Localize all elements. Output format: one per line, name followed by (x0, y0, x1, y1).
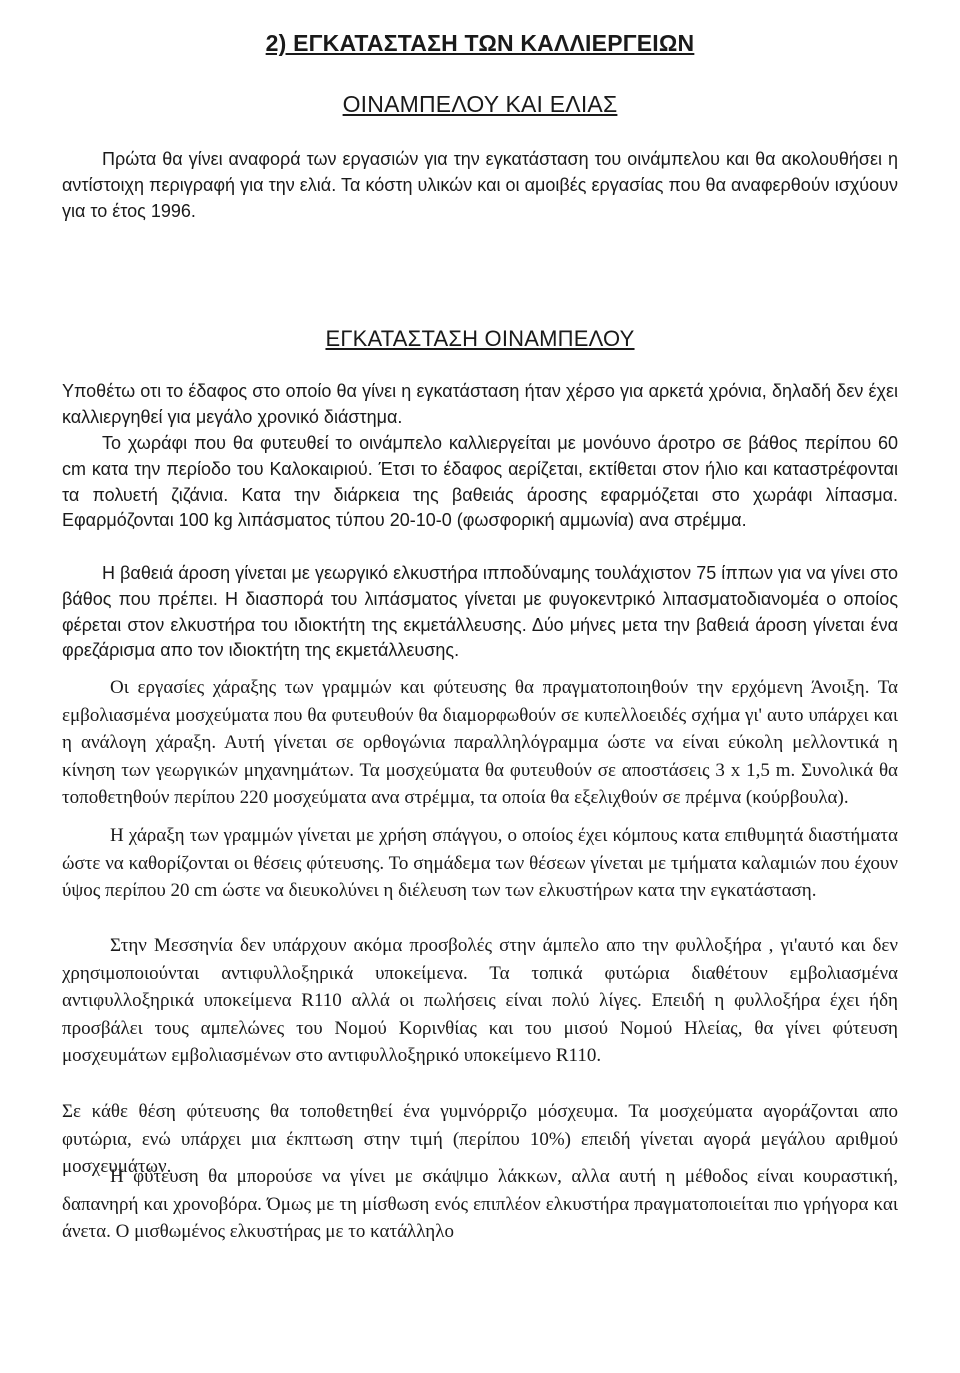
paragraph-string-marking: Η χάραξη των γραμμών γίνεται με χρήση σπάγγου, ο οποίος έχει κόμπους κατα επιθυμητά διαστήματα ώστε να καθορίζονται οι θέσεις φύτευσης. Το σημάδεμα των θέσεων γίνεται με τμήματα καλαμιών που έχουν ύψος περίπου 20 cm ώστε να διευκολύνει η διέλευση των των ελκυστήρων κατα την εγκατάσταση. (62, 825, 898, 902)
section-heading: ΕΓΚΑΤΑΣΤΑΣΗ ΟΙΝΑΜΠΕΛΟΥ (325, 326, 635, 351)
paragraph-phylloxera: Στην Μεσσηνία δεν υπάρχουν ακόμα προσβολές στην άμπελο απο την φυλλοξήρα , γι'αυτό και δεν χρησιμοποιούνται αντιφυλλοξηρικά υποκείμενα. Τα τοπικά φυτώρια διαθέτουν εμβολιασμένα αντιφυλλοξηρικά υποκείμενα R110 αλλά οι πωλήσεις είναι πολύ λίγες. Επειδή η φυλλοξήρα έχει ήδη προσβάλει τους αμπελώνες του Νομού Κορινθίας και του μισού Νομού Ηλείας, θα γίνει φύτευση μοσχευμάτων εμβολιασμένων στο αντιφυλλοξηρικό υποκείμενο R110. (62, 935, 898, 1067)
intro-paragraph: Πρώτα θα γίνει αναφορά των εργασιών για την εγκατάσταση του οινάμπελου και θα ακολουθήσει η αντίστοιχη περιγραφή για την ελιά. Τα κόστη υλικών και οι αμοιβές εργασίας που θα αναφερθούν ισχύουν για το έτος 1996. (62, 149, 898, 221)
paragraph-tractor: Η βαθειά άροση γίνεται με γεωργικό ελκυστήρα ιπποδύναμης τουλάχιστον 75 ίππων για να γίνει στο βάθος που πρέπει. Η διασπορά του λιπάσματος γίνεται με φυγοκεντρικό λιπασματοδιανομέα ο οποίος φέρεται στον ελκυστήρα του ιδιοκτήτη της εκμετάλλευσης. Δύο μήνες μετα την βαθειά άροση γίνεται ένα φρεζάρισμα απο τον ιδιοκτήτη της εκμετάλλευσης. (62, 563, 898, 661)
paragraph-soil: Υποθέτω οτι το έδαφος στο οποίο θα γίνει η εγκατάσταση ήταν χέρσο για αρκετά χρόνια, δηλαδή δεν έχει καλλιεργηθεί για μεγάλο χρονικό διάστημα. (62, 381, 898, 427)
paragraph-cuttings: Σε κάθε θέση φύτευσης θα τοποθετηθεί ένα γυμνόρριζο μόσχευμα. Τα μοσχεύματα αγοράζονται απο φυτώρια, ενώ υπάρχει μια έκπτωση στην τιμή (περίπου 10%) επειδή γίνεται αγορά μεγάλου αριθμού μοσχευμάτων. (62, 1101, 898, 1178)
paragraph-planting-lines: Οι εργασίες χάραξης των γραμμών και φύτευσης θα πραγματοποιηθούν την ερχόμενη Άνοιξη. Τα εμβολιασμένα μοσχεύματα που θα φυτευθούν θα διαμορφωθούν σε κυπελλοειδές σχήμα γι' αυτο υπάρχει και η ανάλογη χάραξη. Αυτή γίνεται σε ορθογώνια παραλληλόγραμμα ώστε να είναι εύκολη μελλοντικά η κίνηση των γεωργικών μηχανημάτων. Τα μοσχεύματα θα φυτευθούν σε αποστάσεις 3 x 1,5 m. Συνολικά θα τοποθετηθούν περίπου 220 μοσχεύματα ανα στρέμμα, τα οποία θα εξελιχθούν σε πρέμνα (κούρβουλα). (62, 677, 898, 809)
paragraph-planting-method: Η φύτευση θα μπορούσε να γίνει με σκάψιμο λάκκων, αλλα αυτή η μέθοδος είναι κουραστική, δαπανηρή και χρονοβόρα. Όμως με τη μίσθωση ενός επιπλέον ελκυστήρα πραγματοποιείται πιο γρήγορα και άνετα. Ο μισθωμένος ελκυστήρας με το κατάλληλο (62, 1166, 898, 1243)
subtitle: ΟΙΝΑΜΠΕΛΟΥ ΚΑΙ ΕΛΙΑΣ (342, 91, 618, 117)
main-title: 2) ΕΓΚΑΤΑΣΤΑΣΗ ΤΩΝ ΚΑΛΛΙΕΡΓΕΙΩΝ (265, 30, 695, 56)
paragraph-ploughing: Το χωράφι που θα φυτευθεί το οινάμπελο καλλιεργείται με μονόυνο άροτρο σε βάθος περίπου 60 cm κατα την περίοδο του Καλοκαιριού. Έτσι το έδαφος αερίζεται, εκτίθεται στον ήλιο και καταστρέφονται τα πολυετή ζιζάνια. Κατα την διάρκεια της βαθειάς άροσης εφαρμόζεται στο χωράφι λίπασμα. Εφαρμόζονται 100 kg λιπάσματος τύπου 20-10-0 (φωσφορική αμμωνία) ανα στρέμμα. (62, 433, 898, 531)
